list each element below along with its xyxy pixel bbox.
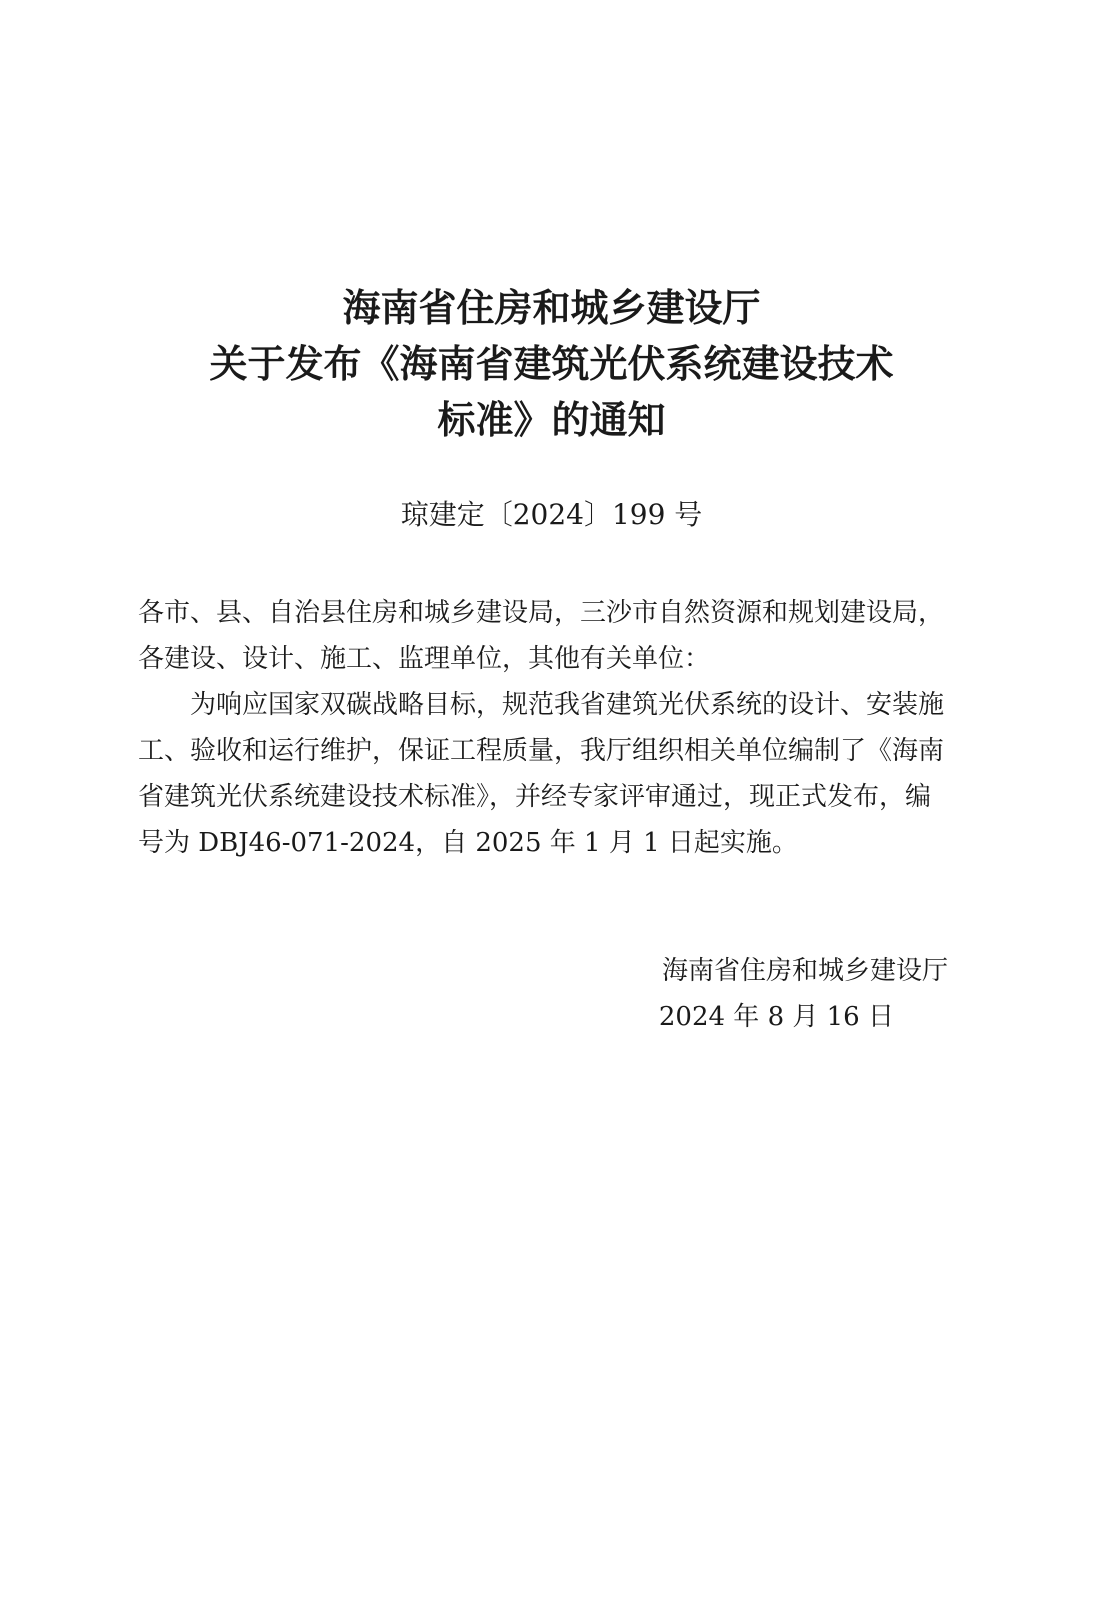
title-line-3: 标准》的通知 [437,397,666,442]
title-line-2: 关于发布《海南省建筑光伏系统建设技术 [209,341,894,386]
main-paragraph: 为响应国家双碳战略目标，规范我省建筑光伏系统的设计、安装施工、验收和运行维护，保证工程质量，我厅组织相关单位编制了《海南省建筑光伏系统建设技术标准》，并经专家评审通过，现正式发布，编号为 DBJ46-071-2024，自 2025 年 1 月 1 日起实施。 [138,690,945,858]
document-title [0,280,1103,448]
document-number: 琼建定〔2024〕199 号 [400,498,703,531]
signature-organization: 海南省住房和城乡建设厅 [661,956,948,986]
signature-block [0,948,948,1040]
signature-date: 2024 年 8 月 16 日 [658,1002,894,1032]
salutation: 各市、县、自治县住房和城乡建设局，三沙市自然资源和规划建设局，各建设、设计、施工、监理单位，其他有关单位： [138,598,945,674]
title-line-1: 海南省住房和城乡建设厅 [342,285,761,330]
